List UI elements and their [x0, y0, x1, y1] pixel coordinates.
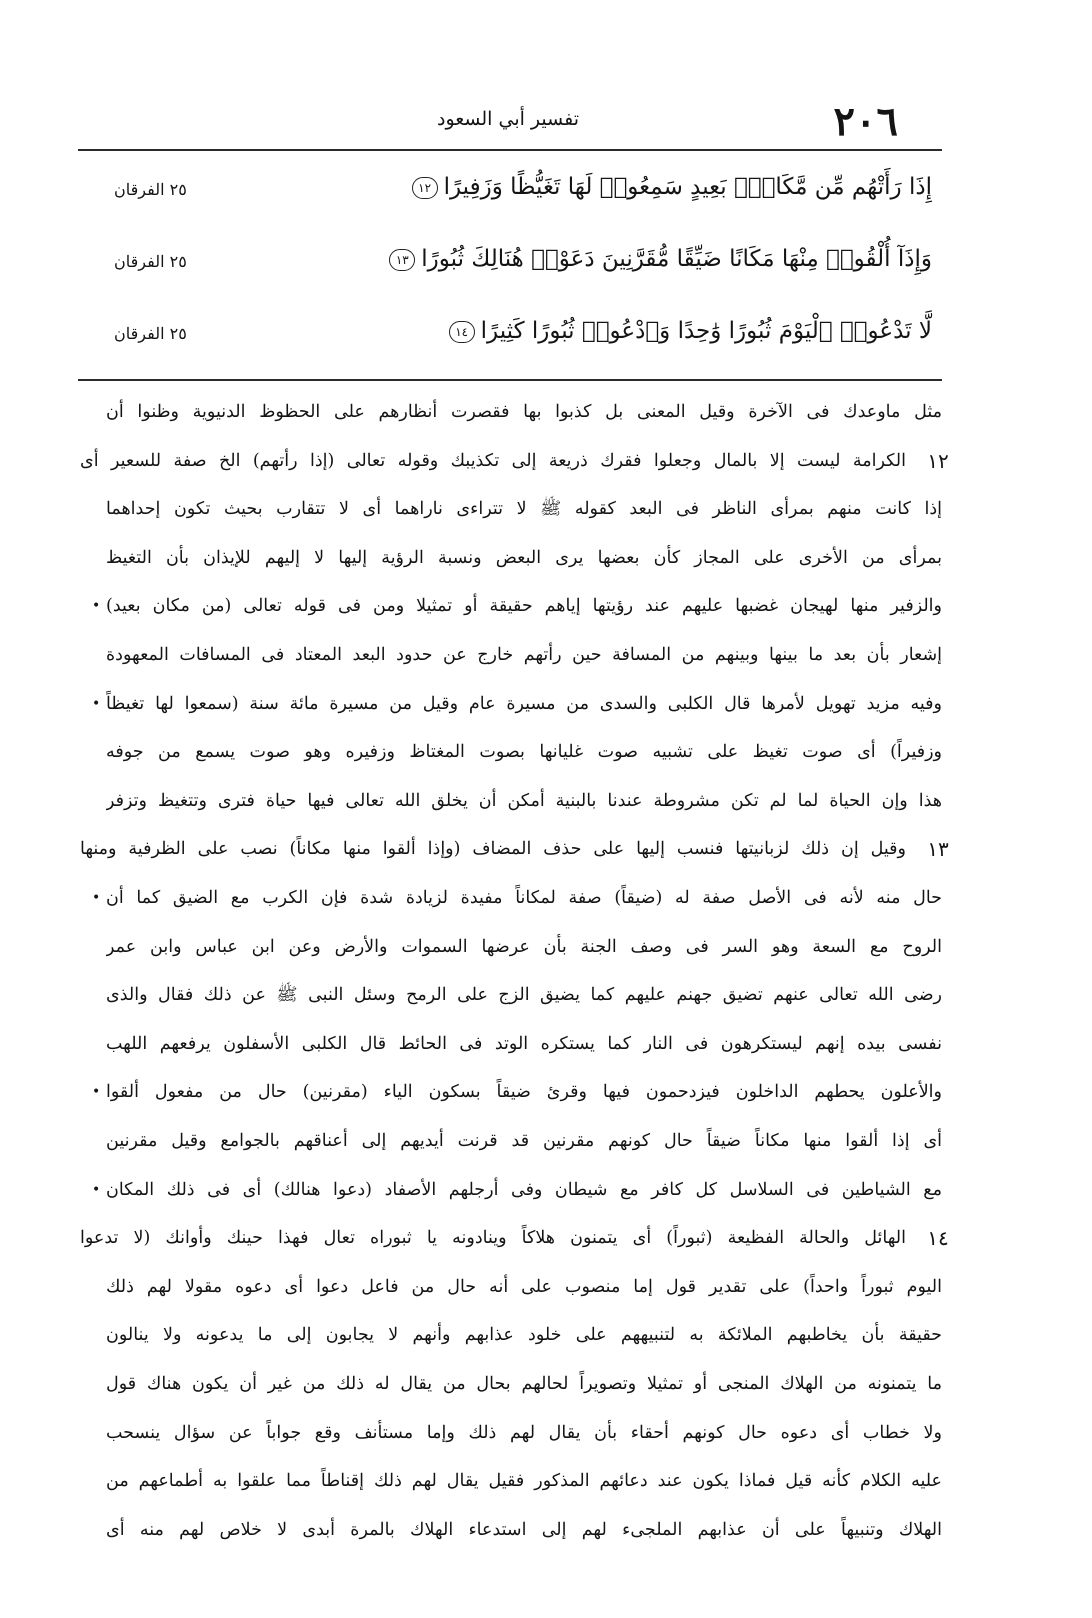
commentary-line — [80, 783, 942, 823]
commentary-text: الهائل والحالة الفظيعة (ثبوراً) أى يتمنون هلاكاً وينادونه يا ثبوراه تعال فهذا حينك وأوانك (لا تدعوا — [80, 1228, 906, 1249]
commentary-text: ولا خطاب أى دعوه حال كونهم أحقاء بأن يقال لهم ذلك وإما مستأنف وقع جواباً عن سؤال ينسحب — [106, 1422, 942, 1443]
commentary-line — [80, 443, 949, 483]
commentary-text: هذا وإن الحياة لما لم تكن مشروطة عندنا بالبنية أمكن أن يخلق الله تعالى فيها حياة فترى وتتغيظ وتزفر — [106, 790, 942, 811]
commentary-text: إذا كانت منهم بمرأى الناظر فى البعد كقوله ﷺ لا تتراءى ناراهما أى لا تتقارب بحيث تكون إحداهما — [106, 499, 942, 520]
verse-number-badge: ١٢ — [412, 177, 438, 199]
commentary-text: اليوم ثبوراً واحداً) على تقدير قول إما منصوب على أنه حال من فاعل دعوا أى دعوه مقولا لهم ذلك — [106, 1276, 942, 1297]
margin-bullet-mark: • — [92, 695, 101, 712]
commentary-text: إشعار بأن بعد ما بينها وبينهم من المسافة حين رأتهم خارج عن حدود البعد المعتاد فى المسافات المعهودة — [106, 645, 942, 665]
verse-words: وَإِذَآ أُلْقُوا۟ مِنْهَا مَكَانًا ضَيِّقًا مُّقَرَّنِينَ دَعَوْا۟ هُنَالِكَ ثُبُورًا — [421, 246, 932, 272]
commentary-line — [80, 1074, 942, 1114]
commentary-line — [80, 1123, 942, 1163]
margin-verse-number: ١٤ — [927, 1226, 949, 1251]
commentary-line — [80, 1317, 942, 1357]
verse-text — [412, 174, 932, 200]
commentary-text: بمرأى من الأخرى على المجاز كأن بعضها يرى البعض ونسبة الرؤية إليها لا إليهم للإيذان بأن التغيظ — [106, 547, 942, 568]
verse-reference: ٢٥ الفرقان — [114, 180, 187, 199]
commentary-text: الهلاك وتنبيهاً على أن عذابهم الملجىء لهم إلى استدعاء الهلاك بالمرة أبدى لا خلاص لهم منه أى — [106, 1519, 942, 1540]
commentary-text: الروح مع السعة وهو السر فى وصف الجنة بأن عرضها السموات والأرض وعن ابن عباس وابن عمر — [106, 936, 942, 957]
commentary-line — [80, 831, 949, 871]
margin-bullet-mark: • — [92, 1181, 101, 1198]
verse-words: لَّا تَدْعُوا۟ ٱلْيَوْمَ ثُبُورًا وَٰحِدًا وَٱدْعُوا۟ ثُبُورًا كَثِيرًا — [480, 318, 932, 344]
commentary-text: نفسى بيده إنهم ليستكرهون فى النار كما يستكره الوتد فى الحائط قال الكلبى الأسفلون يرفعهم اللهب — [106, 1033, 942, 1054]
commentary-line — [80, 540, 942, 580]
margin-bullet-mark: • — [92, 1084, 101, 1101]
verse-text — [449, 318, 932, 344]
verse-words: إِذَا رَأَتْهُم مِّن مَّكَانٍۭ بَعِيدٍ سَمِعُوا۟ لَهَا تَغَيُّظًا وَزَفِيرًا — [443, 174, 932, 200]
margin-verse-number: ١٣ — [927, 837, 949, 862]
commentary-line — [80, 686, 942, 726]
commentary-line — [80, 977, 942, 1017]
commentary-line — [80, 929, 942, 969]
verse-number-badge: ١٤ — [449, 321, 475, 343]
commentary-text: حقيقة بأن يخاطبهم الملائكة به لتنبيههم على خلود عذابهم وأنهم لا يجابون إلى ما يدعونه ولا ينالون — [106, 1325, 942, 1346]
commentary-text: الكرامة ليست إلا بالمال وجعلوا فقرك ذريعة إلى تكذيبك وقوله تعالى (إذا رأتهم) الخ صفة للسعير أى — [80, 450, 906, 471]
commentary-text: وقيل إن ذلك لزبانيتها فنسب إليها على حذف المضاف (وإذا ألقوا منها مكاناً) نصب على الظرفية ومنها — [80, 839, 906, 860]
commentary-line — [80, 491, 942, 531]
commentary-text: أى إذا ألقوا منها مكاناً ضيقاً حال كونهم مقرنين قد قرنت أيديهم إلى أعناقهم بالجوامع وقيل مقرنين — [106, 1131, 942, 1151]
page-header — [78, 98, 938, 148]
commentary-text: والأعلون يحطهم الداخلون فيزدحمون فيها وقرئ ضيقاً بسكون الياء (مقرنين) حال من مفعول ألقوا — [106, 1082, 942, 1103]
commentary-text: وزفيراً) أى صوت تغيظ على تشبيه صوت غليانها بصوت المغتاظ وزفيره وهو صوت يسمع من جوفه — [106, 742, 942, 763]
commentary-line — [80, 588, 942, 628]
commentary-line — [80, 1026, 942, 1066]
section-divider — [78, 379, 942, 381]
page-title: تفسير أبي السعود — [436, 108, 579, 130]
verse-number-badge: ١٣ — [389, 249, 415, 271]
commentary-line — [80, 1220, 949, 1260]
commentary-line — [80, 880, 942, 920]
commentary-line — [80, 637, 942, 677]
header-divider — [78, 149, 942, 151]
commentary-line — [80, 394, 942, 434]
margin-verse-number: ١٢ — [927, 448, 949, 473]
commentary-text: عليه الكلام كأنه قيل فماذا يكون عند دعائهم المذكور فقيل يقال لهم ذلك إقناطاً مما علقوا به أطماعهم من — [106, 1471, 942, 1492]
verse-text — [389, 246, 932, 272]
commentary-line — [80, 1172, 942, 1212]
commentary-text: مع الشياطين فى السلاسل كل كافر مع شيطان وفى أرجلهم الأصفاد (دعوا هنالك) أى فى ذلك المكان — [106, 1179, 942, 1200]
commentary-line — [80, 1366, 942, 1406]
verse-row — [100, 240, 932, 300]
margin-bullet-mark: • — [92, 598, 101, 615]
commentary-text: وفيه مزيد تهويل لأمرها قال الكلبى والسدى من مسيرة عام وقيل من مسيرة مائة سنة (سمعوا لها تغيظاً — [106, 693, 942, 714]
verse-row — [100, 312, 932, 372]
verse-reference: ٢٥ الفرقان — [114, 252, 187, 271]
commentary-line — [80, 1512, 942, 1552]
commentary-line — [80, 1269, 942, 1309]
commentary-text: ما يتمنونه من الهلاك المنجى أو تمثيلا وتصويراً لحالهم بحال من يقال له ذلك من غير أن يكون هناك قول — [106, 1374, 942, 1394]
page-number: ٢٠٦ — [833, 98, 898, 145]
commentary-text: حال منه لأنه فى الأصل صفة له (ضيقاً) صفة لمكاناً مفيدة لزيادة شدة فإن الكرب مع الضيق كما أن — [106, 888, 942, 908]
commentary-text: والزفير منها لهيجان غضبها عليهم عند رؤيتها إياهم حقيقة أو تمثيلا ومن فى قوله تعالى (من مكان بعيد) — [106, 596, 942, 617]
verse-row — [100, 168, 932, 228]
commentary-line — [80, 734, 942, 774]
verse-reference: ٢٥ الفرقان — [114, 324, 187, 343]
commentary-line — [80, 1415, 942, 1455]
commentary-text: مثل ماوعدك فى الآخرة وقيل المعنى بل كذبوا بها فقصرت أنظارهم على الحظوظ الدنيوية وظنوا أن — [106, 402, 942, 422]
margin-bullet-mark: • — [92, 890, 101, 906]
commentary-text: رضى الله تعالى عنهم تضيق جهنم عليهم كما يضيق الزج على الرمح وسئل النبى ﷺ عن ذلك فقال والذى — [106, 985, 942, 1006]
commentary-line — [80, 1463, 942, 1503]
